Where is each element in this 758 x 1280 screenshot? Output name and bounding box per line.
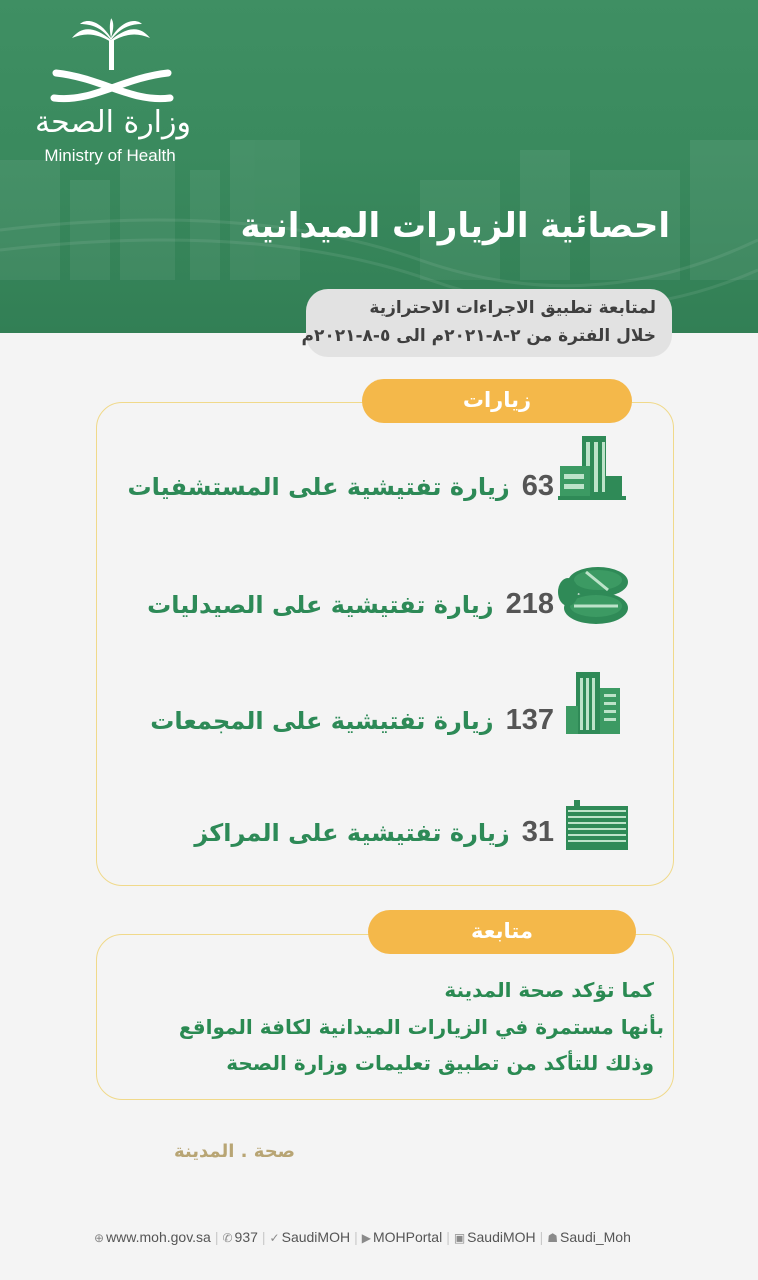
complex-building-icon: [566, 670, 622, 736]
complex-visits-row: [150, 704, 554, 737]
logo-english-name: Ministry of Health: [44, 146, 176, 165]
signature-text: صحة . المدينة: [174, 1141, 296, 1162]
pharmacy-visits-row: [147, 588, 554, 621]
hospital-visits-text: زيارة تفتيشية على المستشفيات: [127, 473, 510, 501]
follow-up-label: متابعة: [368, 910, 636, 954]
center-visits-count: 31: [521, 816, 554, 848]
footer-youtube[interactable]: ▶ MOHPortal: [361, 1229, 443, 1245]
subtitle-line-2: خلال الفترة من ٢-٨-٢٠٢١م الى ٥-٨-٢٠٢١م: [301, 326, 656, 346]
follow-up-line-3: وذلك للتأكد من تطبيق تعليمات وزارة الصحة: [226, 1051, 654, 1075]
footer-website[interactable]: ⊕ www.moh.gov.sa: [94, 1229, 211, 1245]
hospital-visits-row: [128, 470, 554, 503]
logo-arabic-name: وزارة الصحة: [35, 105, 191, 140]
globe-icon: ⊕: [94, 1231, 105, 1245]
follow-up-line-2: بأنها مستمرة في الزيارات الميدانية لكافة المواقع: [178, 1015, 664, 1039]
footer-twitter[interactable]: ✓ SaudiMOH: [269, 1229, 351, 1245]
page-title: احصائية الزيارات الميدانية: [240, 206, 670, 246]
complex-visits-text: زيارة تفتيشية على المجمعات: [150, 707, 494, 735]
complex-visits-count: 137: [505, 704, 554, 736]
twitter-icon: ✓: [269, 1231, 280, 1245]
phone-icon: ✆: [222, 1231, 233, 1245]
footer-contacts: ⊕ www.moh.gov.sa | ✆ 937 | ✓ SaudiMOH | ▶ MOHPortal | ▣ SaudiMOH | ☗ Saudi_Moh: [94, 1229, 631, 1245]
footer-facebook[interactable]: ▣ SaudiMOH: [453, 1229, 536, 1245]
center-visits-row: [194, 816, 554, 849]
hospital-visits-count: 63: [521, 470, 554, 502]
snapchat-icon: ☗: [547, 1231, 559, 1245]
center-visits-text: زيارة تفتيشية على المراكز: [194, 819, 510, 847]
visits-label: زيارات: [362, 379, 632, 423]
pharmacy-visits-count: 218: [505, 588, 554, 620]
facebook-icon: ▣: [453, 1231, 466, 1245]
footer-phone[interactable]: ✆ 937: [222, 1229, 258, 1245]
hospital-icon: [558, 432, 626, 502]
header-banner: [0, 0, 758, 333]
period-subtitle: [301, 289, 672, 357]
follow-up-line-1: كما تؤكد صحة المدينة: [444, 978, 654, 1002]
footer-snapchat[interactable]: ☗ Saudi_Moh: [547, 1229, 631, 1245]
center-building-icon: [560, 798, 632, 852]
youtube-icon: ▶: [361, 1231, 371, 1245]
pills-icon: [556, 562, 630, 630]
pharmacy-visits-text: زيارة تفتيشية على الصيدليات: [147, 591, 494, 619]
subtitle-line-1: لمتابعة تطبيق الاجراءات الاحترازية: [369, 298, 656, 318]
